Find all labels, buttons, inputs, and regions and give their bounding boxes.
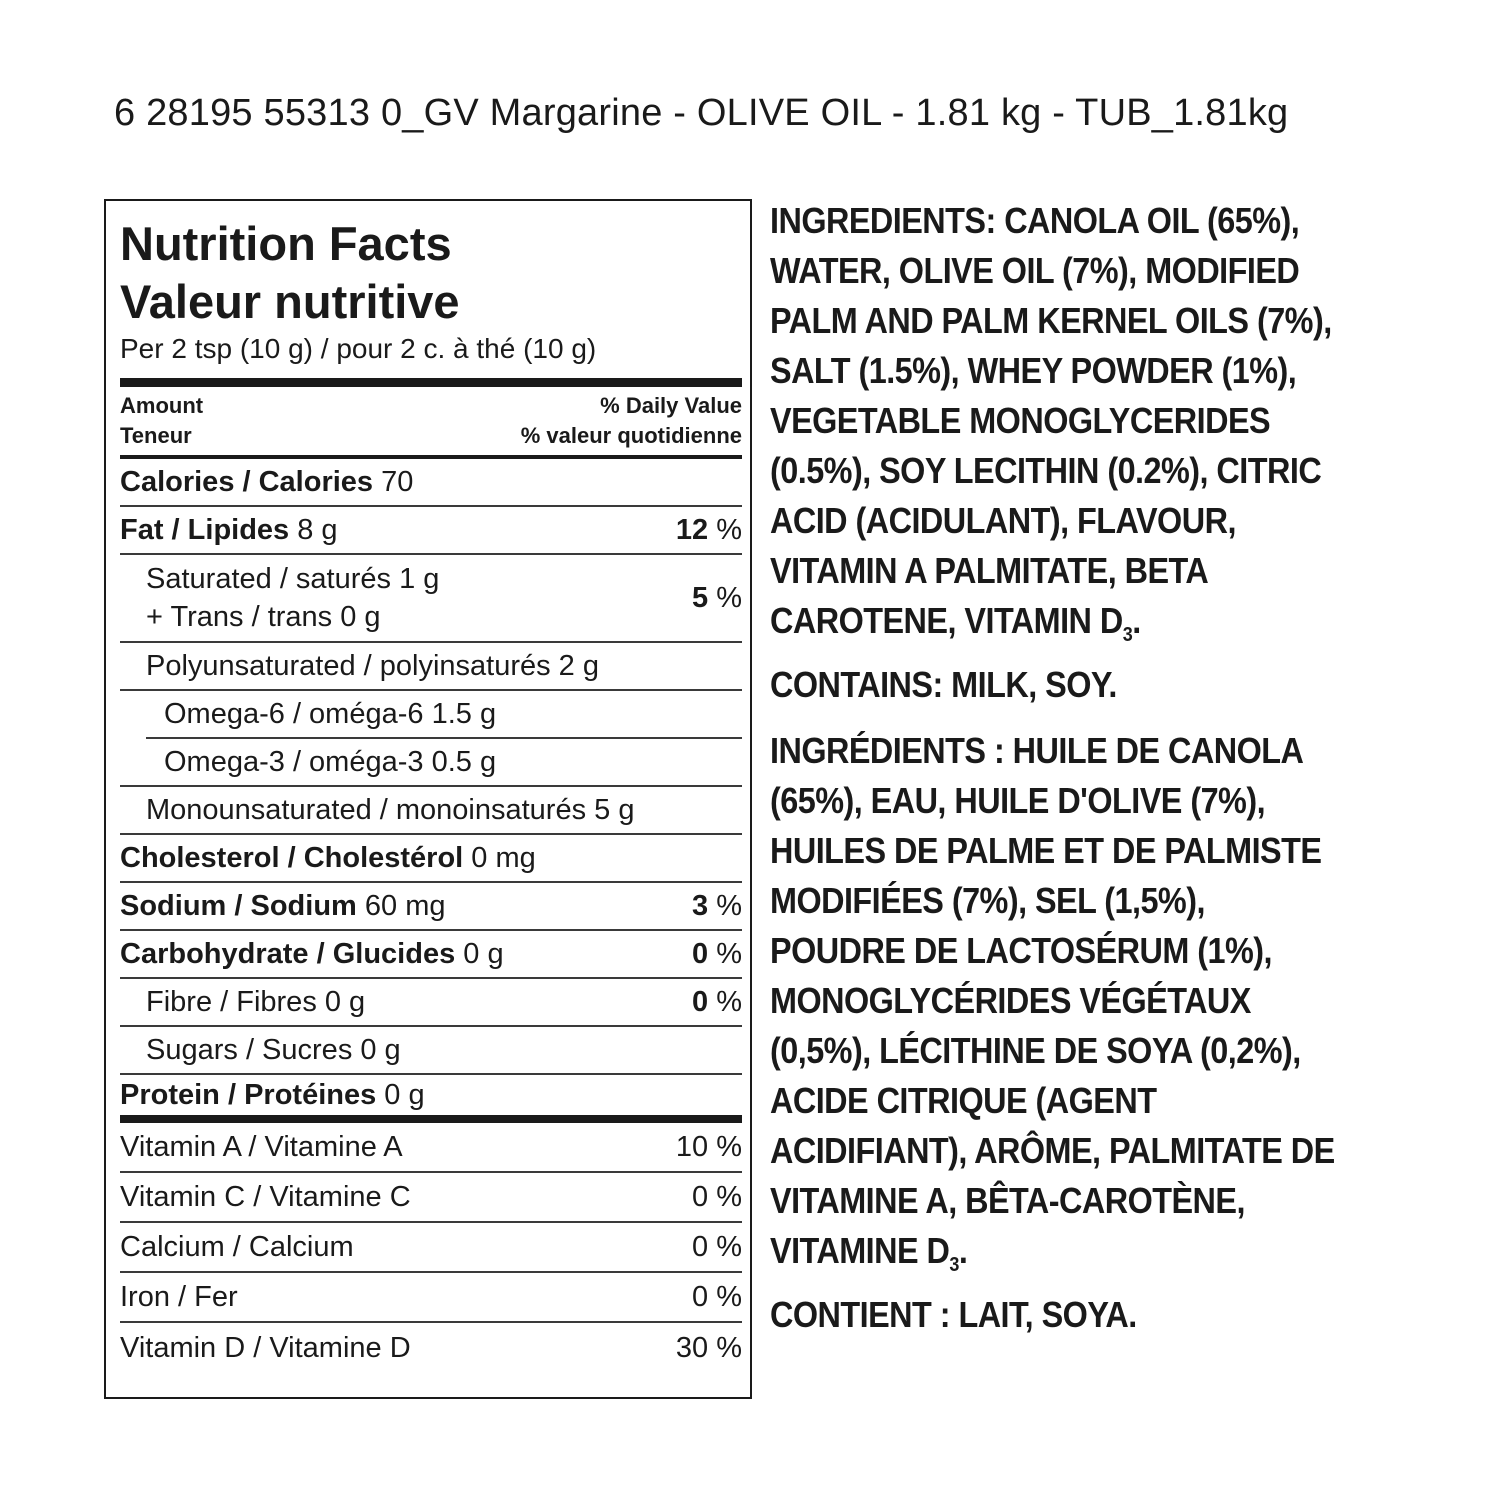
vitamin-c-label: Vitamin C / Vitamine C (120, 1180, 411, 1213)
omega6-label: Omega-6 / oméga-6 1.5 g (164, 697, 497, 730)
sodium-pct-unit: % (716, 889, 742, 922)
ingredients-label-fr: INGRÉDIENTS : (770, 730, 1005, 771)
ingredients-english (770, 196, 1346, 710)
polyunsaturated-row (120, 643, 742, 691)
carbohydrate-pct: 0 (692, 937, 709, 970)
fat-pct: 12 (675, 513, 709, 546)
polyunsaturated-label: Polyunsaturated / polyinsaturés 2 g (146, 649, 599, 682)
saturated-label: Saturated / saturés 1 g (146, 563, 440, 595)
saturated-row (120, 555, 742, 643)
sugars-label: Sugars / Sucres 0 g (146, 1033, 401, 1066)
sodium-label: Sodium / Sodium (120, 889, 357, 922)
omega6-row (146, 691, 742, 739)
ingredients-label-en: INGREDIENTS: (770, 200, 996, 241)
amount-label-en: Amount (120, 393, 204, 418)
omega3-label: Omega-3 / oméga-3 0.5 g (164, 745, 497, 778)
cholesterol-value: 0 mg (471, 841, 536, 874)
column-header (120, 387, 742, 459)
fibre-pct: 0 (692, 985, 709, 1018)
calcium-pct: 0 % (692, 1230, 742, 1263)
contains-en: CONTAINS: MILK, SOY. (770, 664, 1117, 705)
ingredients-subscript-fr: 3 (949, 1254, 959, 1276)
calories-label: Calories / Calories (120, 465, 374, 498)
nutrition-facts-content (120, 215, 742, 1373)
calcium-label: Calcium / Calcium (120, 1230, 354, 1263)
cholesterol-label: Cholesterol / Cholestérol (120, 841, 464, 874)
calories-row (120, 459, 742, 507)
nutrition-heading-en: Nutrition Facts (120, 217, 452, 270)
monounsaturated-row (120, 787, 742, 835)
nutrition-facts-panel (104, 199, 752, 1399)
vitamin-a-pct: 10 % (675, 1130, 742, 1163)
vitamin-row (120, 1273, 742, 1323)
carbohydrate-value: 0 g (463, 937, 504, 970)
daily-value-label-en: % Daily Value (600, 393, 742, 418)
serving-size: Per 2 tsp (10 g) / pour 2 c. à thé (10 g) (120, 332, 742, 387)
vitamin-row (120, 1123, 742, 1173)
fibre-row (120, 979, 742, 1027)
trans-label: + Trans / trans 0 g (146, 601, 381, 633)
sodium-pct: 3 (692, 889, 709, 922)
ingredients-end-fr: . (958, 1230, 968, 1271)
amount-label-fr: Teneur (120, 423, 192, 448)
sodium-value: 60 mg (364, 889, 446, 922)
sodium-row (120, 883, 742, 931)
vitamin-row (120, 1173, 742, 1223)
iron-label: Iron / Fer (120, 1280, 238, 1313)
protein-value: 0 g (384, 1078, 425, 1111)
ingredients-text-fr: HUILE DE CANOLA (65%), EAU, HUILE D'OLIVE (7%), HUILES DE PALME ET DE PALMISTE MODIFIÉES (7%), SEL (1,5%), POUDRE DE LACTOSÉRUM (1%), MONOGLYCÉRIDES VÉGÉTAUX (0,5%), LÉCITHINE DE SOYA (0,2%), ACIDE CITRIQUE (AGENT ACIDIFIANT), ARÔME, PALMITATE DE VITAMINE A, BÊTA-CAROTÈNE, VITAMINE D (770, 730, 1335, 1271)
vitamin-d-label: Vitamin D / Vitamine D (120, 1331, 411, 1364)
monounsaturated-label: Monounsaturated / monoinsaturés 5 g (146, 793, 635, 826)
vitamin-a-label: Vitamin A / Vitamine A (120, 1130, 403, 1163)
vitamin-row (120, 1223, 742, 1273)
file-title: 6 28195 55313 0_GV Margarine - OLIVE OIL - 1.81 kg - TUB_1.81kg (114, 92, 1289, 134)
omega3-row (120, 739, 742, 787)
fat-pct-unit: % (716, 513, 742, 546)
fat-label: Fat / Lipides (120, 513, 290, 546)
contains-fr: CONTIENT : LAIT, SOYA. (770, 1294, 1137, 1335)
vitamin-row (120, 1323, 742, 1373)
cholesterol-row (120, 835, 742, 883)
sugars-row (120, 1027, 742, 1075)
fat-value: 8 g (297, 513, 338, 546)
nutrition-heading-fr: Valeur nutritive (120, 275, 460, 328)
carbohydrate-pct-unit: % (716, 937, 742, 970)
fibre-pct-unit: % (716, 985, 742, 1018)
protein-row (120, 1075, 742, 1123)
protein-label: Protein / Protéines (120, 1078, 377, 1111)
vitamin-c-pct: 0 % (692, 1180, 742, 1213)
saturated-pct: 5 (692, 581, 709, 614)
ingredients-block (770, 196, 1346, 1340)
ingredients-subscript-en: 3 (1122, 624, 1133, 646)
daily-value-label-fr: % valeur quotidienne (520, 423, 742, 448)
ingredients-text-en: CANOLA OIL (65%), WATER, OLIVE OIL (7%), MODIFIED PALM AND PALM KERNEL OILS (7%), SALT (1.5%), WHEY POWDER (1%), VEGETABLE MONOGLYCERIDES (0.5%), SOY LECITHIN (0.2%), CITRIC ACID (ACIDULANT), FLAVOUR, VITAMIN A PALMITATE, BETA CAROTENE, VITAMIN D (770, 200, 1332, 641)
carbohydrate-row (120, 931, 742, 979)
ingredients-french (770, 726, 1346, 1340)
calories-value: 70 (381, 465, 414, 498)
carbohydrate-label: Carbohydrate / Glucides (120, 937, 456, 970)
fat-row (120, 507, 742, 555)
saturated-pct-unit: % (716, 581, 742, 614)
ingredients-end-en: . (1132, 600, 1141, 641)
fibre-label: Fibre / Fibres 0 g (146, 985, 366, 1018)
iron-pct: 0 % (692, 1280, 742, 1313)
vitamin-d-pct: 30 % (675, 1331, 742, 1364)
